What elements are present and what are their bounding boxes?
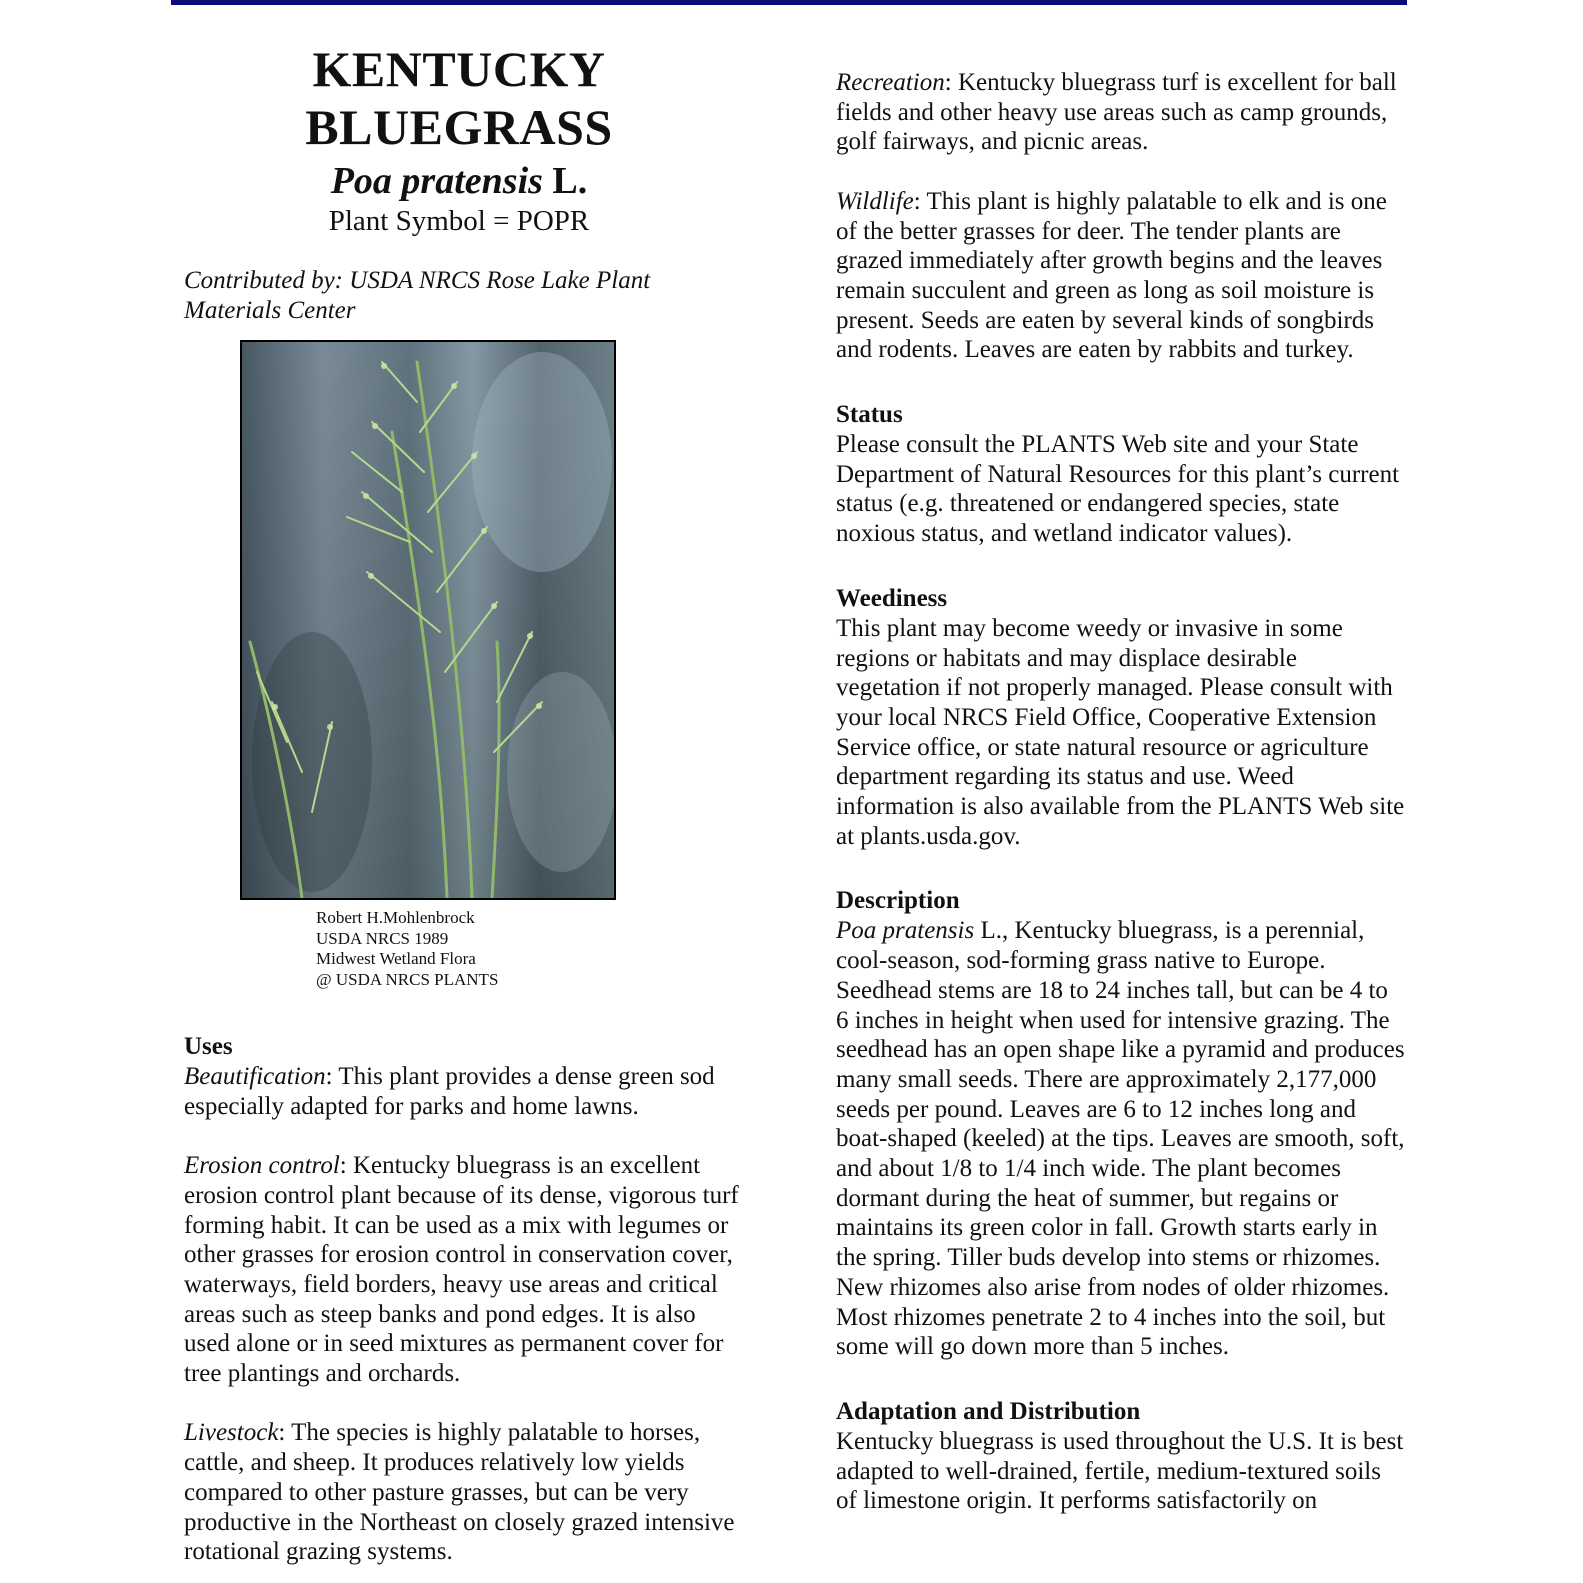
plant-photo	[240, 340, 616, 900]
erosion-label: Erosion control	[184, 1152, 340, 1180]
description-text	[836, 916, 1406, 1362]
plant-symbol: Plant Symbol = POPR	[328, 205, 590, 237]
photo-credit	[316, 908, 740, 990]
photo-credit-line1: Robert H.Mohlenbrock	[316, 908, 475, 927]
description-sci-name: Poa pratensis	[836, 917, 975, 945]
scientific-name-author: L.	[552, 160, 588, 202]
erosion-text: : Kentucky bluegrass is an excellent erosion control plant because of its dense, vigorous turf forming habit. It can be used as a mix with legumes or other grasses for erosion control in conservation cover, waterways, field borders, heavy use areas and critical areas such as steep banks and pond edges. It is also used alone or in seed mixtures as permanent cover for tree plantings and orchards.	[184, 1152, 739, 1388]
recreation-label: Recreation	[836, 69, 945, 96]
section-heading-status: Status	[836, 401, 903, 429]
title-block	[184, 40, 734, 238]
uses-erosion-control	[184, 1151, 740, 1389]
top-rule	[171, 0, 1407, 5]
right-column	[836, 68, 1406, 1516]
wildlife-label: Wildlife	[836, 187, 914, 215]
recreation-text: : Kentucky bluegrass turf is excellent for ball fields and other heavy use areas such as camp grounds, golf fairways, and picnic areas.	[836, 69, 1397, 156]
uses-livestock	[184, 1418, 740, 1567]
uses-wildlife	[836, 187, 1406, 365]
weediness-text: This plant may become weedy or invasive in some regions or habitats and may displace desirable vegetation if not properly managed. Please consult with your local NRCS Field Office, Cooperative Extension Service office, or state natural resource or agriculture department regarding its status and use. Weed information is also available from the PLANTS Web site at plants.usda.gov.	[836, 614, 1405, 850]
scientific-name	[184, 158, 734, 204]
beautification-label: Beautification	[184, 1063, 326, 1090]
status-text: Please consult the PLANTS Web site and your State Department of Natural Resources for this plant’s current status (e.g. threatened or endangered species, state noxious status, and wetland indicator values).	[836, 431, 1400, 548]
scientific-name-genus-species: Poa pratensis	[330, 160, 543, 202]
uses-beautification	[184, 1062, 740, 1121]
grass-illustration	[242, 342, 614, 898]
photo-credit-line3: Midwest Wetland Flora	[316, 949, 476, 968]
livestock-text: : The species is highly palatable to horses, cattle, and sheep. It produces relatively low yields compared to other pasture grasses, but can be very productive in the Northeast on closely grazed intensive rotational grazing systems.	[184, 1419, 735, 1566]
contributor-line2: Materials Center	[184, 297, 356, 324]
section-heading-description: Description	[836, 887, 960, 915]
contributor-line1: Contributed by: USDA NRCS Rose Lake Plant	[184, 267, 651, 294]
photo-credit-line4: @ USDA NRCS PLANTS	[316, 969, 499, 989]
photo-credit-line2: USDA NRCS 1989	[316, 928, 449, 948]
left-column	[184, 40, 740, 1567]
beautification-text: : This plant provides a dense green sod especially adapted for parks and home lawns.	[184, 1063, 715, 1120]
section-heading-adaptation: Adaptation and Distribution	[836, 1398, 1141, 1425]
page-title-line2: BLUEGRASS	[305, 99, 613, 155]
adaptation-text: Kentucky bluegrass is used throughout the U.S. It is best adapted to well-drained, fertile, medium-textured soils of limestone origin. It performs satisfactorily on	[836, 1428, 1404, 1515]
wildlife-text: : This plant is highly palatable to elk and is one of the better grasses for deer. The tender plants are grazed immediately after growth begins and the leaves remain succulent and green as long as soil moisture is present. Seeds are eaten by several kinds of songbirds and rodents. Leaves are eaten by rabbits and turkey.	[836, 187, 1387, 364]
section-heading-weediness: Weediness	[836, 584, 948, 612]
contributor	[184, 266, 740, 326]
livestock-label: Livestock	[184, 1419, 279, 1447]
description-body: L., Kentucky bluegrass, is a perennial, cool-season, sod-forming grass native to Europe. Seedhead stems are 18 to 24 inches tall, but can be 4 to 6 inches in height when used for intensive grazing. The seedhead has an open shape like a pyramid and produces many small seeds. There are approximately 2,177,000 seeds per pound. Leaves are 6 to 12 inches long and boat-shaped (keeled) at the tips. Leaves are smooth, soft, and about 1/8 to 1/4 inch wide. The plant becomes dormant during the heat of summer, but regains or maintains its green color in fall. Growth starts early in the spring. Tiller buds develop into stems or rhizomes. New rhizomes also arise from nodes of older rhizomes. Most rhizomes penetrate 2 to 4 inches into the soil, but some will go down more than 5 inches.	[836, 917, 1405, 1361]
page-title-line1: KENTUCKY	[312, 41, 606, 97]
uses-recreation	[836, 68, 1406, 157]
section-heading-uses: Uses	[184, 1033, 233, 1060]
